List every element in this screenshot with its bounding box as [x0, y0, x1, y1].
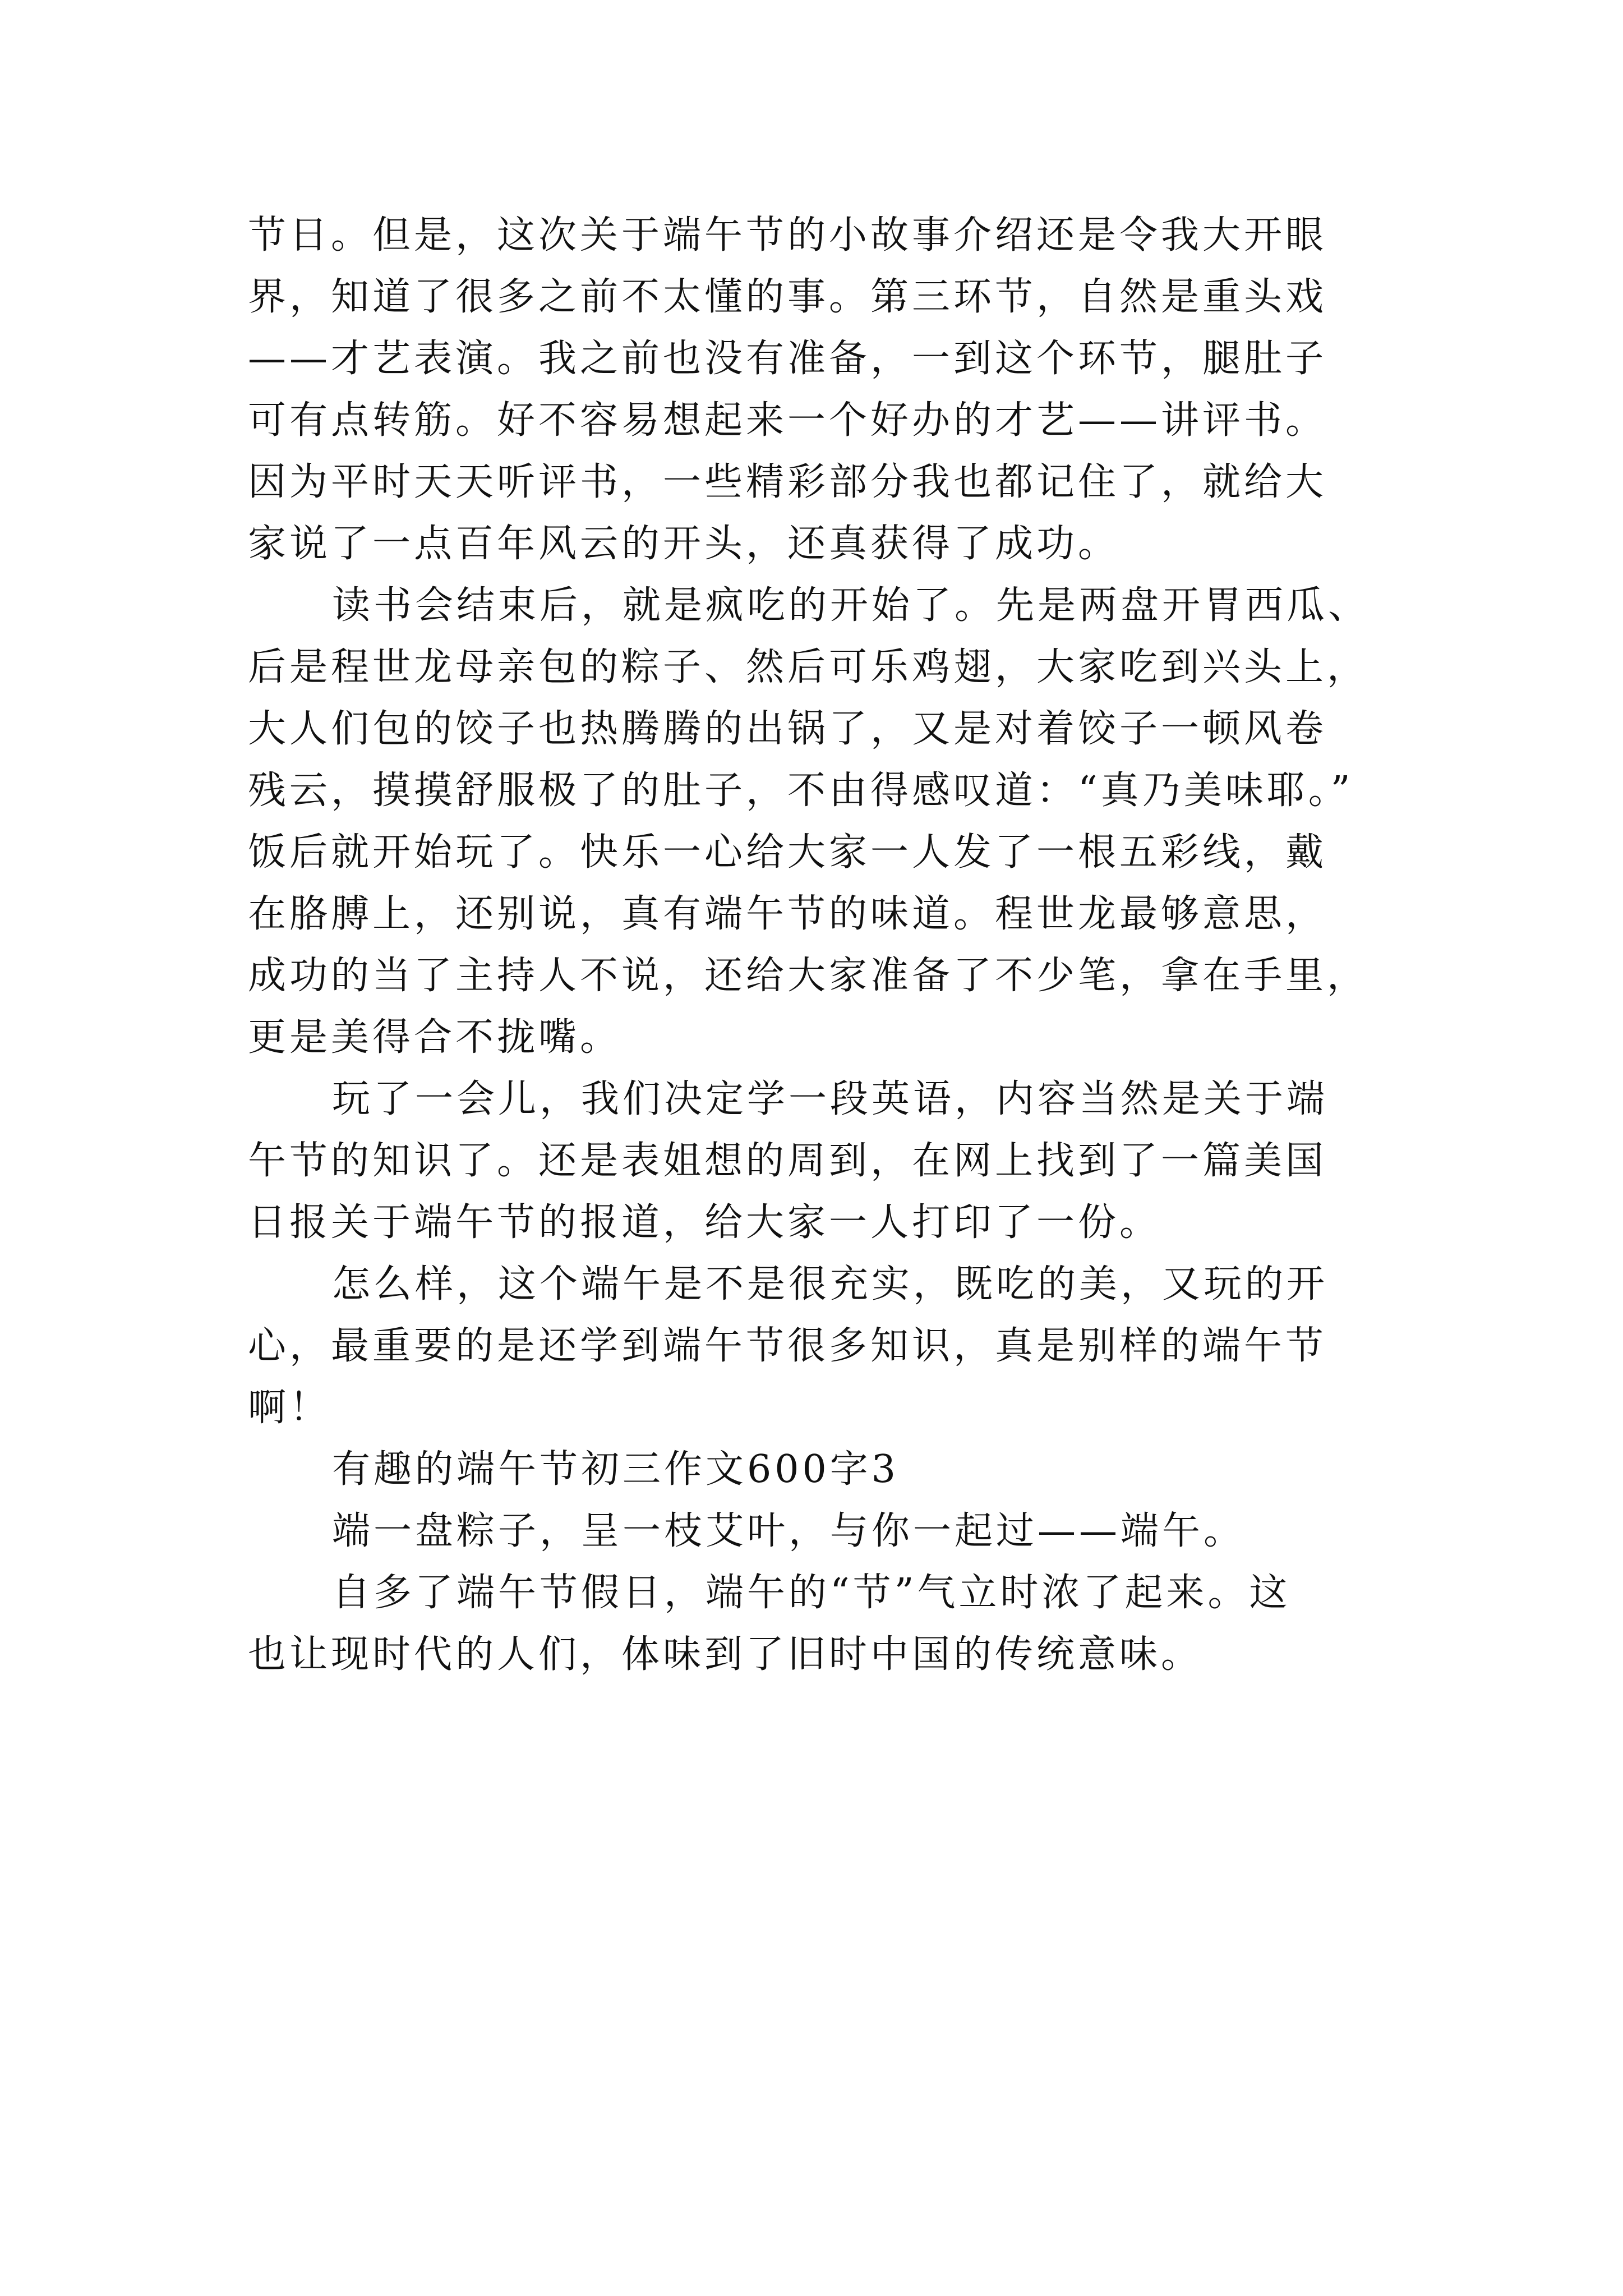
paragraph-line: 怎么样，这个端午是不是很充实，既吃的美，又玩的开	[332, 1262, 1329, 1306]
paragraph-line: 在胳膊上，还别说，真有端午节的味道。程世龙最够意思，	[248, 892, 1327, 936]
paragraph-line: 界，知道了很多之前不太懂的事。第三环节，自然是重头戏	[248, 275, 1327, 319]
paragraph-line: 后是程世龙母亲包的粽子、然后可乐鸡翅，大家吃到兴头上，	[248, 645, 1369, 689]
paragraph-line: 因为平时天天听评书，一些精彩部分我也都记住了，就给大	[248, 460, 1327, 504]
paragraph-line: ——才艺表演。我之前也没有准备，一到这个环节，腿肚子	[248, 337, 1327, 381]
paragraph-line: 日报关于端午节的报道，给大家一人打印了一份。	[248, 1200, 1161, 1245]
paragraph-line: 大人们包的饺子也热腾腾的出锅了，又是对着饺子一顿风卷	[248, 707, 1327, 751]
paragraph-line: 家说了一点百年风云的开头，还真获得了成功。	[248, 522, 1120, 566]
paragraph-line: 节日。但是，这次关于端午节的小故事介绍还是令我大开眼	[248, 213, 1327, 257]
paragraph-line: 自多了端午节假日，端午的“节”气立时浓了起来。这	[332, 1571, 1291, 1615]
paragraph-line: 心，最重要的是还学到端午节很多知识，真是别样的端午节	[248, 1324, 1327, 1368]
paragraph-line: 残云，摸摸舒服极了的肚子，不由得感叹道：“真乃美味耶。”	[248, 769, 1354, 813]
paragraph-line: 午节的知识了。还是表姐想的周到，在网上找到了一篇美国	[248, 1139, 1327, 1183]
paragraph-line: 成功的当了主持人不说，还给大家准备了不少笔，拿在手里，	[248, 954, 1369, 998]
paragraph-line: 读书会结束后，就是疯吃的开始了。先是两盘开胃西瓜、	[332, 583, 1370, 628]
paragraph-line: 端一盘粽子，呈一枝艾叶，与你一起过——端午。	[332, 1509, 1246, 1553]
paragraph-line: 饭后就开始玩了。快乐一心给大家一人发了一根五彩线，戴	[248, 830, 1327, 875]
paragraph-line: 更是美得合不拢嘴。	[248, 1015, 622, 1060]
section-title: 有趣的端午节初三作文600字3	[332, 1447, 900, 1492]
paragraph-line: 啊！	[248, 1386, 331, 1430]
paragraph-line: 也让现时代的人们，体味到了旧时中国的传统意味。	[248, 1632, 1203, 1677]
paragraph-line: 可有点转筋。好不容易想起来一个好办的才艺——讲评书。	[248, 398, 1327, 443]
paragraph-line: 玩了一会儿，我们决定学一段英语，内容当然是关于端	[332, 1077, 1329, 1121]
